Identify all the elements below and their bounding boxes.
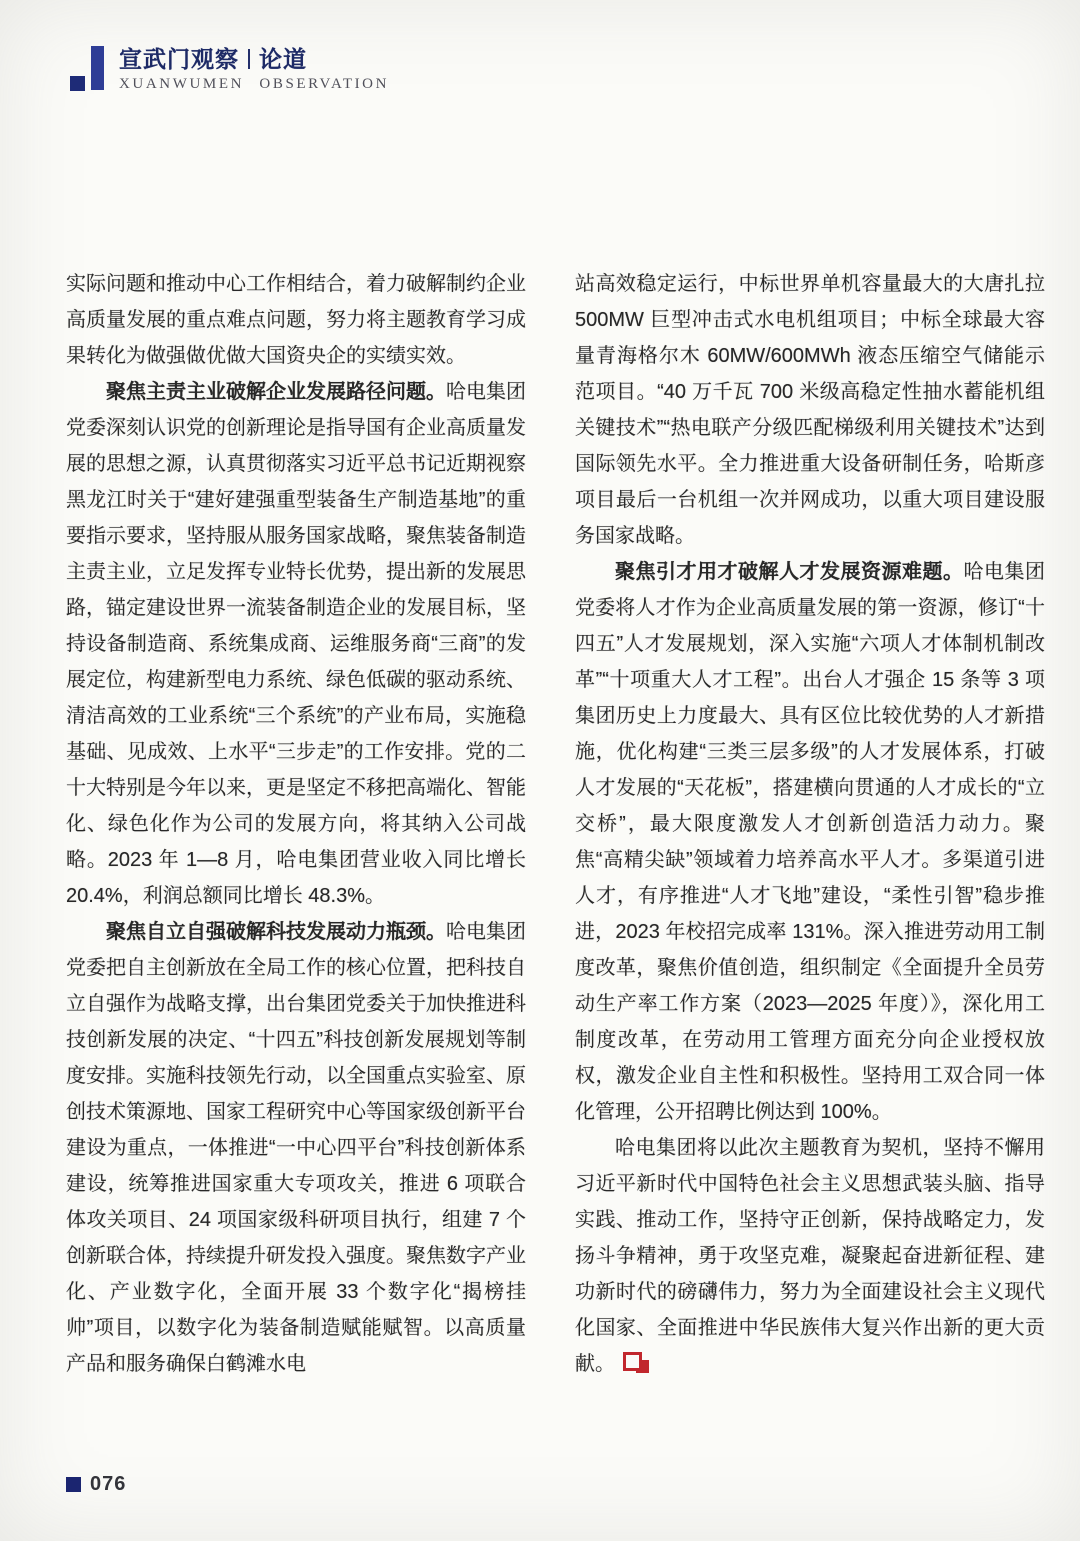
end-mark-outline-square <box>623 1352 642 1371</box>
logo-small-square-icon <box>70 76 85 91</box>
left-column <box>66 266 526 1382</box>
paragraph-text: 哈电集团将以此次主题教育为契机，坚持不懈用习近平新时代中国特色社会主义思想武装头脑、指导实践、推动工作，坚持守正创新，保持战略定力，发扬斗争精神，勇于攻坚克难，凝聚起奋进新征程、建功新时代的磅礴伟力，努力为全面建设社会主义现代化国家、全面推进中华民族伟大复兴作出新的更大贡献。 <box>575 1137 1045 1375</box>
right-column <box>575 266 1045 1382</box>
paragraph-text: 站高效稳定运行，中标世界单机容量最大的大唐扎拉 500MW 巨型冲击式水电机组项目；中标全球最大容量青海格尔木 60MW/600MWh 液态压缩空气储能示范项目。“40 万千瓦 700 米级高稳定性抽水蓄能机组关键技术”“热电联产分级匹配梯级利用关键技术”达到国际领先水平。全力推进重大设备研制任务，哈斯彦项目最后一台机组一次并网成功，以重大项目建设服务国家战略。 <box>575 273 1045 547</box>
brand-title-en: XUANWUMEN OBSERVATION <box>119 76 390 92</box>
brand-title-cn: 宣武门观察 <box>119 46 239 72</box>
section-title-cn: 论道 <box>259 46 307 72</box>
paragraph-text: 哈电集团党委把自主创新放在全局工作的核心位置，把科技自立自强作为战略支撑，出台集团党委关于加快推进科技创新发展的决定、“十四五”科技创新发展规划等制度安排。实施科技领先行动，以全国重点实验室、原创技术策源地、国家工程研究中心等国家级创新平台建设为重点，一体推进“一中心四平台”科技创新体系建设，统筹推进国家重大专项攻关，推进 6 项联合体攻关项目、24 项国家级科研项目执行，组建 7 个创新联合体，持续提升研发投入强度。聚焦数字产业化、产业数字化，全面开展 33 个数字化“揭榜挂帅”项目，以数字化为装备制造赋能赋智。以高质量产品和服务确保白鹤滩水电 <box>66 921 526 1375</box>
page-marker-icon <box>66 1477 81 1492</box>
article-body <box>66 266 1045 1382</box>
page-footer <box>66 1473 126 1496</box>
paragraph <box>575 266 1045 554</box>
brand-title-line <box>119 46 389 72</box>
page-number: 076 <box>90 1473 127 1495</box>
paragraph-lead: 聚焦自立自强破解科技发展动力瓶颈。 <box>106 921 446 943</box>
paragraph <box>66 914 526 1382</box>
paragraph-lead: 聚焦引才用才破解人才发展资源难题。 <box>615 561 964 583</box>
paragraph <box>575 1130 1045 1382</box>
title-divider <box>248 49 250 69</box>
paragraph-text: 实际问题和推动中心工作相结合，着力破解制约企业高质量发展的重点难点问题，努力将主题教育学习成果转化为做强做优做大国资央企的实绩实效。 <box>66 273 526 367</box>
xuanwumen-logo-icon <box>70 46 104 92</box>
paragraph-lead: 聚焦主责主业破解企业发展路径问题。 <box>106 381 446 403</box>
paragraph-text: 哈电集团党委深刻认识党的创新理论是指导国有企业高质量发展的思想之源，认真贯彻落实习近平总书记近期视察黑龙江时关于“建好建强重型装备生产制造基地”的重要指示要求，坚持服从服务国家战略，聚焦装备制造主责主业，立足发挥专业特长优势，提出新的发展思路，锚定建设世界一流装备制造企业的发展目标，坚持设备制造商、系统集成商、运维服务商“三商”的发展定位，构建新型电力系统、绿色低碳的驱动系统、清洁高效的工业系统“三个系统”的产业布局，实施稳基础、见成效、上水平“三步走”的工作安排。党的二十大特别是今年以来，更是坚定不移把高端化、智能化、绿色化作为公司的发展方向，将其纳入公司战略。2023 年 1—8 月，哈电集团营业收入同比增长 20.4%，利润总额同比增长 48.3%。 <box>66 381 526 907</box>
article-end-icon <box>623 1352 649 1373</box>
logo-tall-bar-icon <box>91 46 104 90</box>
header-titles <box>119 46 389 93</box>
paragraph <box>575 554 1045 1130</box>
paragraph <box>66 266 526 374</box>
paragraph <box>66 374 526 914</box>
page-header <box>70 46 389 93</box>
paragraph-text: 哈电集团党委将人才作为企业高质量发展的第一资源，修订“十四五”人才发展规划，深入实施“六项人才体制机制改革”“十项重大人才工程”。出台人才强企 15 条等 3 项集团历史上力度最大、具有区位比较优势的人才新措施，优化构建“三类三层多级”的人才发展体系，打破人才发展的“天花板”，搭建横向贯通的人才成长的“立交桥”，最大限度激发人才创新创造活力动力。聚焦“高精尖缺”领域着力培养高水平人才。多渠道引进人才，有序推进“人才飞地”建设，“柔性引智”稳步推进，2023 年校招完成率 131%。深入推进劳动用工制度改革，聚焦价值创造，组织制定《全面提升全员劳动生产率工作方案（2023—2025 年度）》，深化用工制度改革，在劳动用工管理方面充分向企业授权放权，激发企业自主性和积极性。坚持用工双合同一体化管理，公开招聘比例达到 100%。 <box>575 561 1045 1123</box>
